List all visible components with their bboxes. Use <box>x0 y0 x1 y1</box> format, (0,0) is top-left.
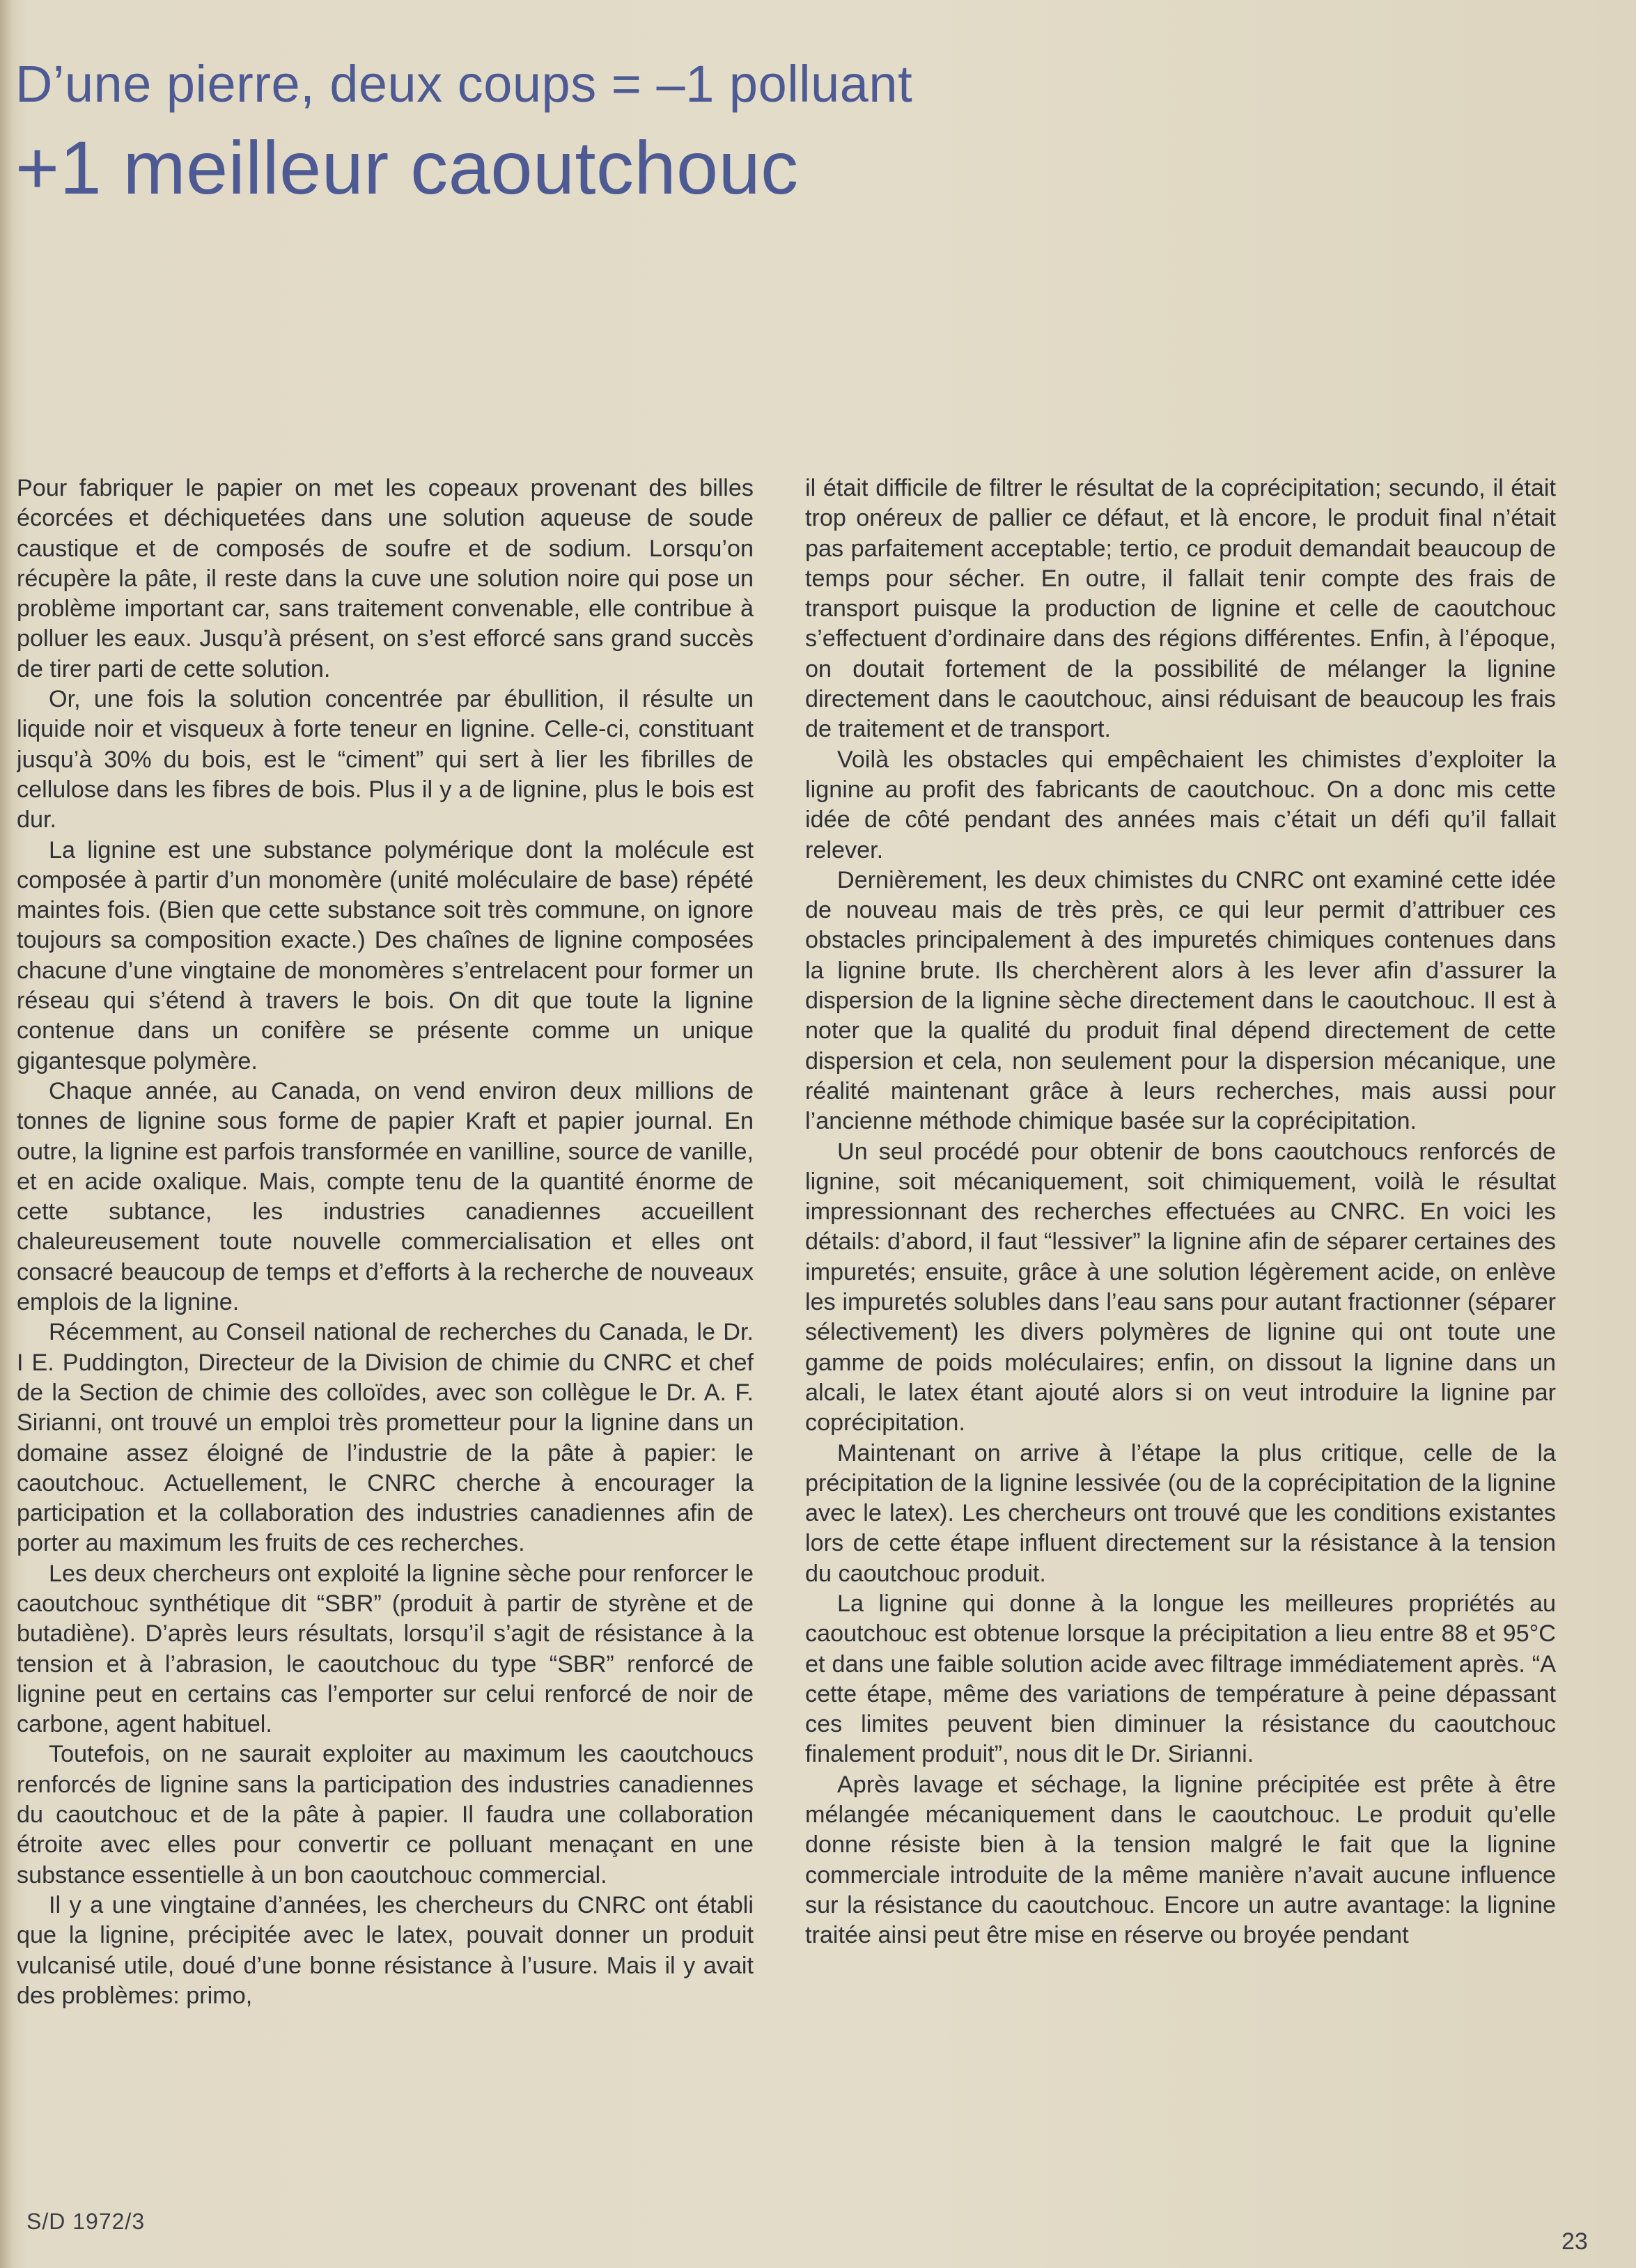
paragraph: Après lavage et séchage, la lignine précipitée est prête à être mélangée mécaniquement dans le caoutchouc. Le produit qu’elle donne résiste bien à la tension malgré le fait que la lignine commerciale introduite de la même manière n’avait aucune influence sur la résistance du caoutchouc. Encore un autre avantage: la lignine traitée ainsi peut être mise en réserve ou broyée pendant <box>805 1771 1556 1949</box>
page-binding-shadow <box>0 0 13 2268</box>
headline-line-1: D’une pierre, deux coups = –1 polluant <box>15 55 913 113</box>
article-column-right <box>805 474 1556 2214</box>
paragraph: Or, une fois la solution concentrée par ébullition, il résulte un liquide noir et visqueux à forte teneur en lignine. Celle-ci, constituant jusqu’à 30% du bois, est le “ciment” qui sert à lier les fibrilles de cellulose dans les fibres de bois. Plus il y a de lignine, plus le bois est dur. <box>17 686 754 834</box>
paragraph: Pour fabriquer le papier on met les copeaux provenant des billes écorcées et déchiquetées dans une solution aqueuse de soude caustique et de composés de soufre et de sodium. Lorsqu’on récupère la pâte, il reste dans la cuve une solution noire qui pose un problème important car, sans traitement convenable, elle contribue à polluer les eaux. Jusqu’à présent, on s’est efforcé sans grand succès de tirer parti de cette solution. <box>17 475 754 682</box>
article-column-left <box>17 474 754 2214</box>
issue-footer: S/D 1972/3 <box>26 2209 146 2234</box>
headline-line-2: +1 meilleur caoutchouc <box>15 125 799 210</box>
paragraph: Dernièrement, les deux chimistes du CNRC ont examiné cette idée de nouveau mais de très près, ce qui leur permit d’attribuer ces obstacles principalement à des impuretés chimiques contenues dans la lignine brute. Ils cherchèrent alors à les lever afin d’assurer la dispersion de la lignine sèche directement dans le caoutchouc. Il est à noter que la qualité du produit final dépend directement de cette dispersion et cela, non seulement pour la dispersion mécanique, une réalité maintenant grâce à leurs recherches, mais aussi pour l’ancienne méthode chimique basée sur la coprécipitation. <box>805 866 1556 1135</box>
paragraph: Les deux chercheurs ont exploité la lignine sèche pour renforcer le caoutchouc synthétique dit “SBR” (produit à partir de styrène et de butadiène). D’après leurs résultats, lorsqu’il s’agit de résistance à la tension et à l’abrasion, le caoutchouc du type “SBR” renforcé de lignine peut en certains cas l’emporter sur celui renforcé de noir de carbone, agent habituel. <box>17 1560 754 1738</box>
paragraph: Toutefois, on ne saurait exploiter au maximum les caoutchoucs renforcés de lignine sans la participation des industries canadiennes du caoutchouc et de la pâte à papier. Il faudra une collaboration étroite avec elles pour convertir ce polluant menaçant en une substance essentielle à un bon caoutchouc commercial. <box>17 1741 754 1888</box>
paragraph: Récemment, au Conseil national de recherches du Canada, le Dr. I E. Puddington, Directeur de la Division de chimie du CNRC et chef de la Section de chimie des colloïdes, avec son collègue le Dr. A. F. Sirianni, ont trouvé un emploi très prometteur pour la lignine dans un domaine assez éloigné de l’industrie de la pâte à papier: le caoutchouc. Actuellement, le CNRC cherche à encourager la participation et la collaboration des industries canadiennes afin de porter au maximum les fruits de ces recherches. <box>17 1319 754 1557</box>
paragraph: Il y a une vingtaine d’années, les chercheurs du CNRC ont établi que la lignine, précipitée avec le latex, pouvait donner un produit vulcanisé utile, doué d’une bonne résistance à l’usure. Mais il y avait des problèmes: primo, <box>17 1891 754 2009</box>
paragraph: il était difficile de filtrer le résultat de la coprécipitation; secundo, il était trop onéreux de pallier ce défaut, et là encore, le produit final n’était pas parfaitement acceptable; tertio, ce produit demandait beaucoup de temps pour sécher. En outre, il fallait tenir compte des frais de transport puisque la production de lignine et celle de caoutchouc s’effectuent d’ordinaire dans des régions différentes. Enfin, à l’époque, on doutait fortement de la possibilité de mélanger la lignine directement dans le caoutchouc, ainsi réduisant de beaucoup les frais de traitement et de transport. <box>805 475 1556 743</box>
paragraph: La lignine est une substance polymérique dont la molécule est composée à partir d’un monomère (unité moléculaire de base) répété maintes fois. (Bien que cette substance soit très commune, on ignore toujours sa composition exacte.) Des chaînes de lignine composées chacune d’une vingtaine de monomères s’entrelacent pour former un réseau qui s’étend à travers le bois. On dit que toute la lignine contenue dans un conifère se présente comme un unique gigantesque polymère. <box>17 836 754 1074</box>
paragraph: Un seul procédé pour obtenir de bons caoutchoucs renforcés de lignine, soit mécaniquement, soit chimiquement, voilà le résultat impressionnant des recherches effectuées au CNRC. En voici les détails: d’abord, il faut “lessiver” la lignine afin de séparer certaines des impuretés; ensuite, grâce à une solution légèrement acide, on enlève les impuretés solubles dans l’eau sans pour autant fractionner (séparer sélectivement) les divers polymères de lignine qui ont toute une gamme de poids moléculaires; enfin, on dissout la lignine dans un alcali, le latex étant ajouté alors si on veut introduire la lignine par coprécipitation. <box>805 1138 1556 1437</box>
page-number: 23 <box>1561 2228 1588 2255</box>
paragraph: Chaque année, au Canada, on vend environ deux millions de tonnes de lignine sous forme de papier Kraft et papier journal. En outre, la lignine est parfois transformée en vanilline, source de vanille, et en acide oxalique. Mais, compte tenu de la quantité énorme de cette subtance, les industries canadiennes accueillent chaleureusement toute nouvelle commercialisation et elles ont consacré beaucoup de temps et d’efforts à la recherche de nouveaux emplois de la lignine. <box>17 1077 754 1316</box>
paragraph: La lignine qui donne à la longue les meilleures propriétés au caoutchouc est obtenue lorsque la précipitation a lieu entre 88 et 95°C et dans une faible solution acide avec filtrage immédiatement après. “A cette étape, même des variations de température à peine dépassant ces limites peuvent bien diminuer la résistance du caoutchouc finalement produit”, nous dit le Dr. Sirianni. <box>805 1590 1556 1768</box>
paragraph: Voilà les obstacles qui empêchaient les chimistes d’exploiter la lignine au profit des fabricants de caoutchouc. On a donc mis cette idée de côté pendant des années mais c’était un défi qu’il fallait relever. <box>805 746 1556 863</box>
paragraph: Maintenant on arrive à l’étape la plus critique, celle de la précipitation de la lignine lessivée (ou de la coprécipitation de la lignine avec le latex). Les chercheurs ont trouvé que les conditions existantes lors de cette étape influent directement sur la résistance à la tension du caoutchouc produit. <box>805 1439 1556 1587</box>
